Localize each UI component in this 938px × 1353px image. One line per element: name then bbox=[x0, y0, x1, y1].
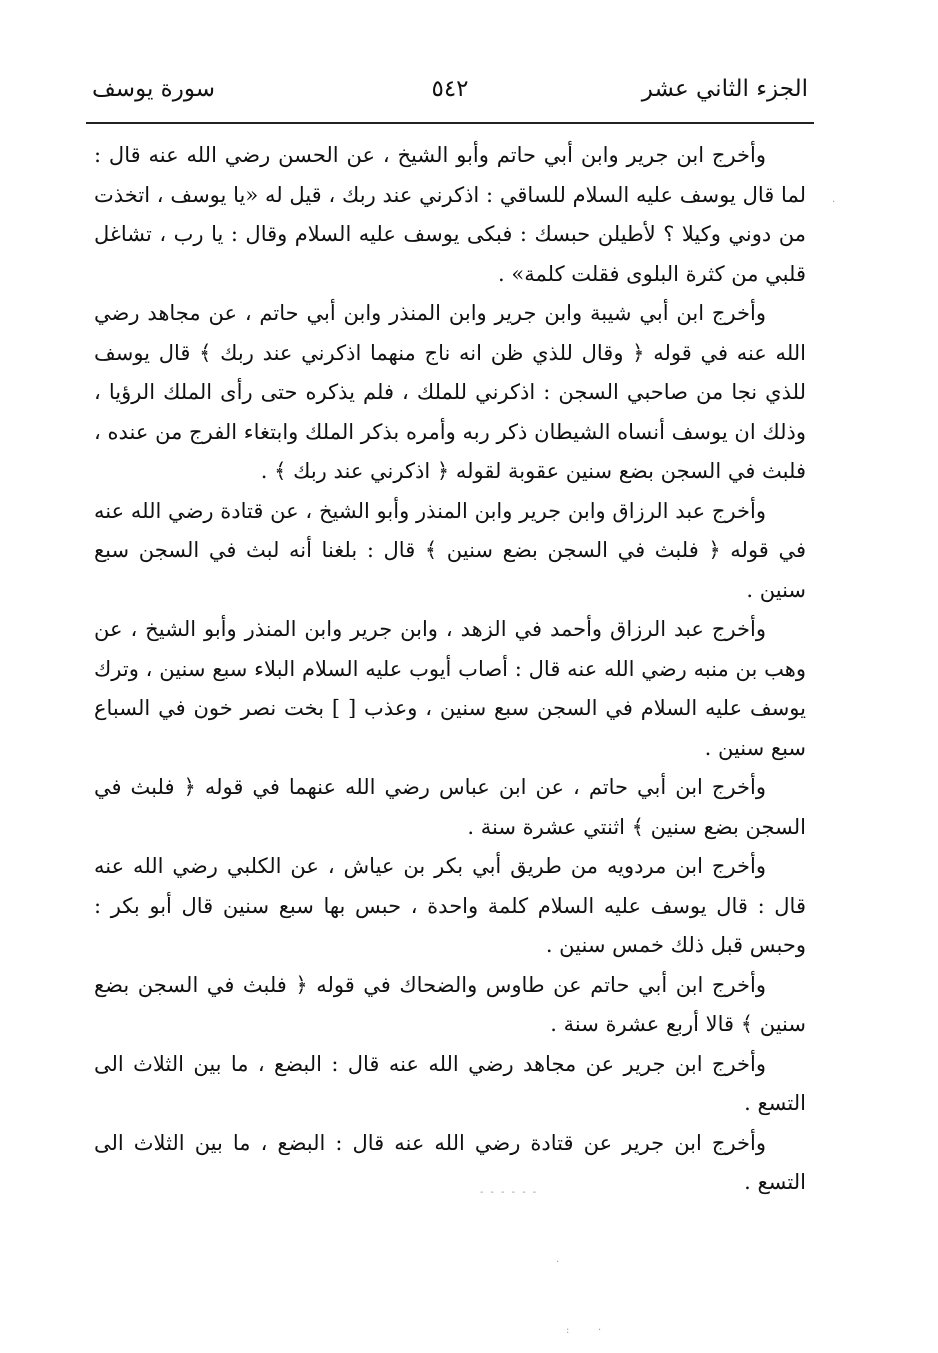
part-title: الجزء الثاني عشر bbox=[641, 76, 808, 102]
page-header bbox=[92, 68, 808, 112]
page-body bbox=[94, 136, 806, 1203]
paragraph-8: وأخرج ابن جرير عن مجاهد رضي الله عنه قال : البضع ، ما بين الثلاث الى التسع . bbox=[94, 1051, 806, 1115]
scan-speck: - - - - - - bbox=[480, 1187, 539, 1198]
paragraph-9: وأخرج ابن جرير عن قتادة رضي الله عنه قال : البضع ، ما بين الثلاث الى التسع . bbox=[94, 1130, 806, 1194]
scan-speck: · bbox=[598, 1325, 602, 1336]
scan-speck: : bbox=[566, 1325, 570, 1336]
surah-title: سورة يوسف bbox=[92, 76, 215, 102]
page-number: ٥٤٢ bbox=[431, 76, 469, 102]
paragraph-7: وأخرج ابن أبي حاتم عن طاوس والضحاك في قوله ﴿ فلبث في السجن بضع سنين ﴾ قالا أربع عشرة سنة . bbox=[94, 972, 806, 1036]
paragraph-5: وأخرج ابن أبي حاتم ، عن ابن عباس رضي الله عنهما في قوله ﴿ فلبث في السجن بضع سنين ﴾ اثنتي عشرة سنة . bbox=[94, 775, 806, 839]
paragraph-3: وأخرج عبد الرزاق وابن جرير وابن المنذر وأبو الشيخ ، عن قتادة رضي الله عنه في قوله ﴿ فلبث في السجن بضع سنين ﴾ قال : بلغنا أنه لبث في السجن سبع سنين . bbox=[94, 498, 806, 602]
paragraph-4: وأخرج عبد الرزاق وأحمد في الزهد ، وابن جرير وابن المنذر وأبو الشيخ ، عن وهب بن منبه رضي الله عنه قال : أصاب أيوب عليه السلام البلاء سبع سنين ، وترك يوسف عليه السلام في السجن سبع سنين ، وعذب [ ] بخت نصر خون في السباع سبع سنين . bbox=[94, 617, 806, 760]
paragraph-1: وأخرج ابن جرير وابن أبي حاتم وأبو الشيخ ، عن الحسن رضي الله عنه قال : لما قال يوسف عليه السلام للساقي : اذكرني عند ربك ، قيل له «يا يوسف ، اتخذت من دوني وكيلا ؟ لأطيلن حبسك : فبكى يوسف عليه السلام وقال : يا رب ، تشاغل قلبي من كثرة البلوى فقلت كلمة» . bbox=[94, 143, 806, 286]
scan-speck: · bbox=[556, 1257, 560, 1268]
paragraph-6: وأخرج ابن مردويه من طريق أبي بكر بن عياش ، عن الكلبي رضي الله عنه قال : قال يوسف عليه السلام كلمة واحدة ، حبس بها سبع سنين قال أبو بكر : وحبس قبل ذلك خمس سنين . bbox=[94, 854, 806, 957]
header-divider bbox=[86, 122, 814, 124]
paragraph-2: وأخرج ابن أبي شيبة وابن جرير وابن المنذر وابن أبي حاتم ، عن مجاهد رضي الله عنه في قوله ﴿ وقال للذي ظن انه ناج منهما اذكرني عند ربك ﴾ قال يوسف للذي نجا من صاحبي السجن : اذكرني للملك ، فلم يذكره حتى رأى الملك الرؤيا ، وذلك ان يوسف أنساه الشيطان ذكر ربه وأمره بذكر الملك وابتغاء الفرج من عنده ، فلبث في السجن بضع سنين عقوبة لقوله ﴿ اذكرني عند ربك ﴾ . bbox=[94, 301, 806, 483]
scan-speck: · bbox=[832, 197, 836, 208]
